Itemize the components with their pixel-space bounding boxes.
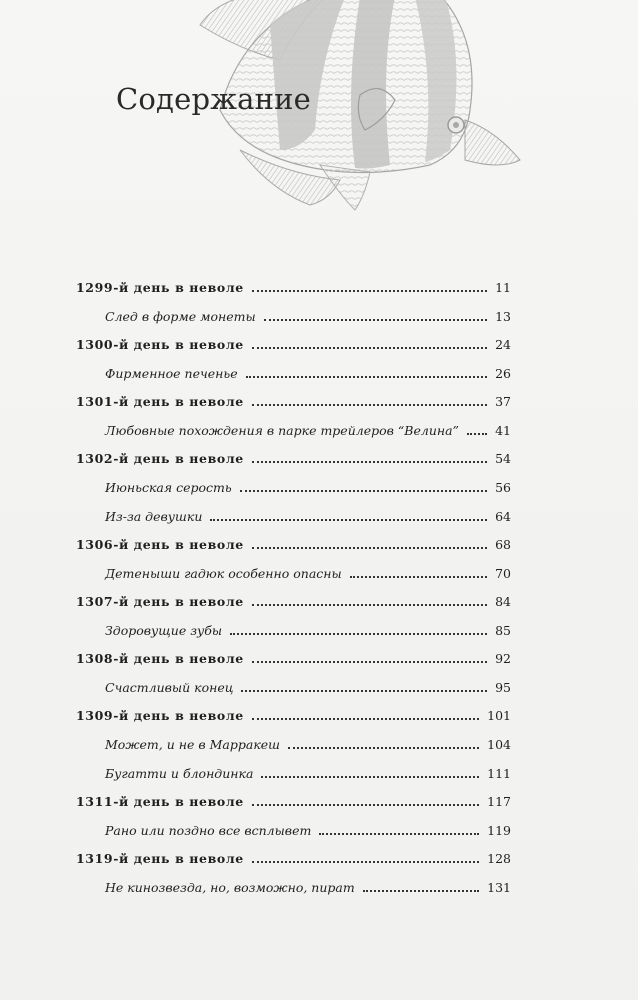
toc-section [105, 480, 511, 502]
toc-chapter-label: 1307-й день в неволе [76, 594, 244, 609]
toc-page-number: 54 [495, 451, 511, 466]
toc-chapter [76, 851, 511, 873]
toc-page-number: 111 [487, 766, 511, 781]
dot-leader [252, 404, 487, 406]
dot-leader [252, 547, 487, 549]
dot-leader [252, 804, 479, 806]
toc-section [105, 366, 511, 388]
toc-page-number: 68 [495, 537, 511, 552]
dot-leader [363, 890, 479, 892]
toc-chapter [76, 337, 511, 359]
toc-chapter [76, 651, 511, 673]
toc-chapter-label: 1311-й день в неволе [76, 794, 244, 809]
toc-page-number: 101 [487, 708, 511, 723]
toc-chapter [76, 708, 511, 730]
dot-leader [264, 319, 487, 321]
toc-page-number: 37 [495, 394, 511, 409]
toc-page-number: 64 [495, 509, 511, 524]
dot-leader [240, 490, 487, 492]
toc-chapter [76, 594, 511, 616]
dot-leader [350, 576, 487, 578]
toc-chapter-label: 1308-й день в неволе [76, 651, 244, 666]
dot-leader [261, 776, 479, 778]
toc-section-label: Рано или поздно все всплывет [105, 823, 312, 838]
toc-page-number: 11 [495, 280, 511, 295]
toc-section-label: Из-за девушки [105, 509, 203, 524]
dot-leader [288, 747, 479, 749]
dot-leader [252, 604, 487, 606]
toc-page-number: 41 [495, 423, 511, 438]
toc-chapter-label: 1319-й день в неволе [76, 851, 244, 866]
toc-section-label: След в форме монеты [105, 309, 256, 324]
dot-leader [246, 376, 487, 378]
dot-leader [319, 833, 479, 835]
toc-page-number: 24 [495, 337, 511, 352]
toc-section [105, 823, 511, 845]
toc-section [105, 423, 511, 445]
toc-chapter [76, 394, 511, 416]
toc-chapter [76, 537, 511, 559]
dot-leader [252, 347, 487, 349]
toc-page-number: 70 [495, 566, 511, 581]
toc-section-label: Фирменное печенье [105, 366, 238, 381]
toc-chapter-label: 1306-й день в неволе [76, 537, 244, 552]
toc-section [105, 880, 511, 902]
toc-section [105, 680, 511, 702]
toc-chapter [76, 794, 511, 816]
toc-page-number: 84 [495, 594, 511, 609]
toc-page-number: 131 [487, 880, 511, 895]
toc-section [105, 509, 511, 531]
toc-page-number: 56 [495, 480, 511, 495]
toc-chapter-label: 1309-й день в неволе [76, 708, 244, 723]
toc-page-number: 119 [487, 823, 511, 838]
toc-section [105, 309, 511, 331]
toc-section-label: Любовные похождения в парке трейлеров “Велина” [105, 423, 459, 438]
toc-section-label: Счастливый конец [105, 680, 234, 695]
toc-section [105, 737, 511, 759]
toc-section-label: Июньская серость [105, 480, 232, 495]
toc-page-number: 26 [495, 366, 511, 381]
toc-section [105, 623, 511, 645]
toc-chapter [76, 280, 511, 302]
toc-section [105, 566, 511, 588]
toc-page-number: 95 [495, 680, 511, 695]
dot-leader [252, 290, 487, 292]
toc-chapter-label: 1299-й день в неволе [76, 280, 244, 295]
page-title: Содержание [116, 82, 312, 116]
toc-section-label: Детеныши гадюк особенно опасны [105, 566, 342, 581]
toc-chapter [76, 451, 511, 473]
toc-section-label: Может, и не в Марракеш [105, 737, 281, 752]
toc-chapter-label: 1302-й день в неволе [76, 451, 244, 466]
dot-leader [230, 633, 487, 635]
dot-leader [241, 690, 487, 692]
dot-leader [252, 861, 479, 863]
toc-section-label: Бугатти и блондинка [105, 766, 254, 781]
dot-leader [252, 461, 487, 463]
dot-leader [252, 661, 487, 663]
toc-page-number: 92 [495, 651, 511, 666]
toc-page-number: 85 [495, 623, 511, 638]
toc-section [105, 766, 511, 788]
toc-chapter-label: 1300-й день в неволе [76, 337, 244, 352]
dot-leader [467, 433, 487, 435]
toc-page-number: 117 [487, 794, 511, 809]
toc-section-label: Здоровущие зубы [105, 623, 223, 638]
toc-section-label: Не кинозвезда, но, возможно, пират [105, 880, 355, 895]
dot-leader [252, 718, 479, 720]
toc-page-number: 104 [487, 737, 511, 752]
toc-chapter-label: 1301-й день в неволе [76, 394, 244, 409]
dot-leader [210, 519, 487, 521]
toc-page-number: 128 [487, 851, 511, 866]
toc-page-number: 13 [495, 309, 511, 324]
